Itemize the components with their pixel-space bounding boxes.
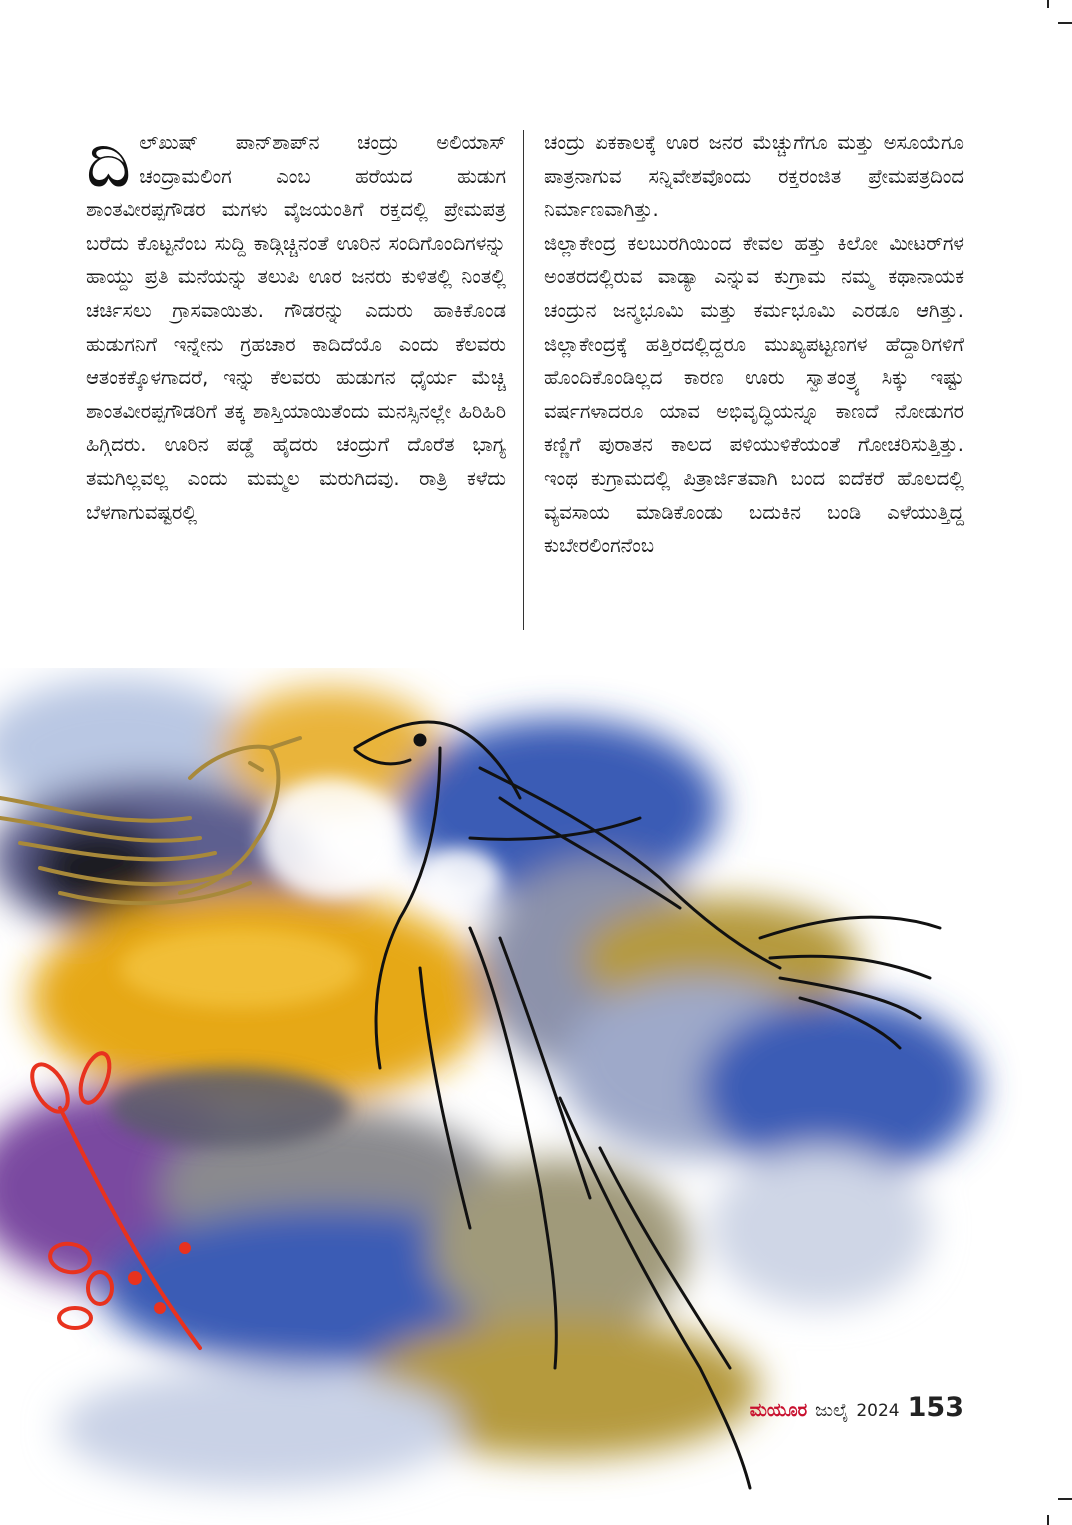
- drop-cap: ದಿ: [86, 121, 132, 203]
- issue-year: 2024: [856, 1401, 900, 1421]
- magazine-logo: ಮಯೂರ: [749, 1400, 808, 1421]
- left-column: [86, 121, 506, 529]
- crop-mark-right: [1058, 22, 1072, 24]
- paragraph: ಇಂಥ ಕುಗ್ರಾಮದಲ್ಲಿ ಪಿತ್ರಾರ್ಜಿತವಾಗಿ ಬಂದ ಐದೆಕರೆ ಹೊಲದಲ್ಲಿ ವ್ಯವಸಾಯ ಮಾಡಿಕೊಂಡು ಬದುಕಿನ ಬಂಡಿ ಎಳೆಯುತ್ತಿದ್ದ ಕುಬೇರಲಿಂಗನೆಂಬ: [544, 466, 964, 558]
- issue-month: ಜುಲೈ: [815, 1400, 849, 1421]
- crop-mark-top-right: [1047, 0, 1049, 8]
- page-footer: [750, 1392, 964, 1432]
- paragraph: ಜಿಲ್ಲಾಕೇಂದ್ರ ಕಲಬುರಗಿಯಿಂದ ಕೇವಲ ಹತ್ತು ಕಿಲೋ ಮೀಟರ್‌ಗಳ ಅಂತರದಲ್ಲಿರುವ ವಾಡ್ಯಾ ಎನ್ನುವ ಕುಗ್ರಾಮ ನಮ್ಮ ಕಥಾನಾಯಕ ಚಂದ್ರುನ ಜನ್ಮಭೂಮಿ ಮತ್ತು ಕರ್ಮಭೂಮಿ ಎರಡೂ ಆಗಿತ್ತು. ಜಿಲ್ಲಾಕೇಂದ್ರಕ್ಕೆ ಹತ್ತಿರದಲ್ಲಿದ್ದರೂ ಮುಖ್ಯಪಟ್ಟಣಗಳ ಹೆದ್ದಾರಿಗಳಿಗೆ ಹೊಂದಿಕೊಂಡಿಲ್ಲದ ಕಾರಣ ಊರು ಸ್ವಾತಂತ್ರ್ಯ ಸಿಕ್ಕು ಇಷ್ಟು ವರ್ಷಗಳಾದರೂ ಯಾವ ಅಭಿವೃದ್ಧಿಯನ್ನೂ ಕಾಣದೆ ನೋಡುಗರ ಕಣ್ಣಿಗೆ ಪುರಾತನ ಕಾಲದ ಪಳಿಯುಳಿಕೆಯಂತೆ ಗೋಚರಿಸುತ್ತಿತ್ತು.: [544, 231, 964, 457]
- column-divider: [523, 130, 524, 630]
- paragraph-text: ಲ್‌ಖುಷ್ ಪಾನ್‌ಶಾಪ್‌ನ ಚಂದ್ರು ಅಲಿಯಾಸ್ ಚಂದ್ರಾಮಲಿಂಗ ಎಂಬ ಹರೆಯದ ಹುಡುಗ ಶಾಂತವೀರಪ್ಪಗೌಡರ ಮಗಳು ವೈಜಯಂತಿಗೆ ರಕ್ತದಲ್ಲಿ ಪ್ರೇಮಪತ್ರ ಬರೆದು ಕೊಟ್ಟನೆಂಬ ಸುದ್ದಿ ಕಾಡ್ಗಿಚ್ಚಿನಂತೆ ಊರಿನ ಸಂದಿಗೊಂದಿಗಳನ್ನು ಹಾಯ್ದು ಪ್ರತಿ ಮನೆಯನ್ನು ತಲುಪಿ ಊರ ಜನರು ಕುಳಿತಲ್ಲಿ ನಿಂತಲ್ಲಿ ಚರ್ಚಿಸಲು ಗ್ರಾಸವಾಯಿತು. ಗೌಡರನ್ನು ಎದುರು ಹಾಕಿಕೊಂಡ ಹುಡುಗನಿಗೆ ಇನ್ನೇನು ಗ್ರಹಚಾರ ಕಾದಿದೆಯೊ ಎಂದು ಕೆಲವರು ಆತಂಕಕ್ಕೊಳಗಾದರೆ, ಇನ್ನು ಕೆಲವರು ಹುಡುಗನ ಧೈರ್ಯ ಮೆಚ್ಚಿ ಶಾಂತವೀರಪ್ಪಗೌಡರಿಗೆ ತಕ್ಕ ಶಾಸ್ತಿಯಾಯಿತೆಂದು ಮನಸ್ಸಿನಲ್ಲೇ ಹಿರಿಹಿರಿ ಹಿಗ್ಗಿದರು. ಊರಿನ ಪಡ್ಡೆ ಹೈದರು ಚಂದ್ರುಗೆ ದೊರೆತ ಭಾಗ್ಯ ತಮಗಿಲ್ಲವಲ್ಲ ಎಂದು ಮಮ್ಮಲ ಮರುಗಿದವು. ರಾತ್ರಿ ಕಳೆದು ಬೆಳಗಾಗುವಷ್ಟರಲ್ಲಿ: [86, 131, 506, 524]
- page-number: 153: [907, 1392, 964, 1423]
- paragraph: ಚಂದ್ರು ಏಕಕಾಲಕ್ಕೆ ಊರ ಜನರ ಮೆಚ್ಚುಗೆಗೂ ಮತ್ತು ಅಸೂಯೆಗೂ ಪಾತ್ರನಾಗುವ ಸನ್ನಿವೇಶವೊಂದು ರಕ್ತರಂಜಿತ ಪ್ರೇಮಪತ್ರದಿಂದ ನಿರ್ಮಾಣವಾಗಿತ್ತು.: [544, 131, 964, 222]
- article-body: [86, 121, 966, 636]
- paragraph: [86, 121, 506, 529]
- right-column: [544, 126, 964, 563]
